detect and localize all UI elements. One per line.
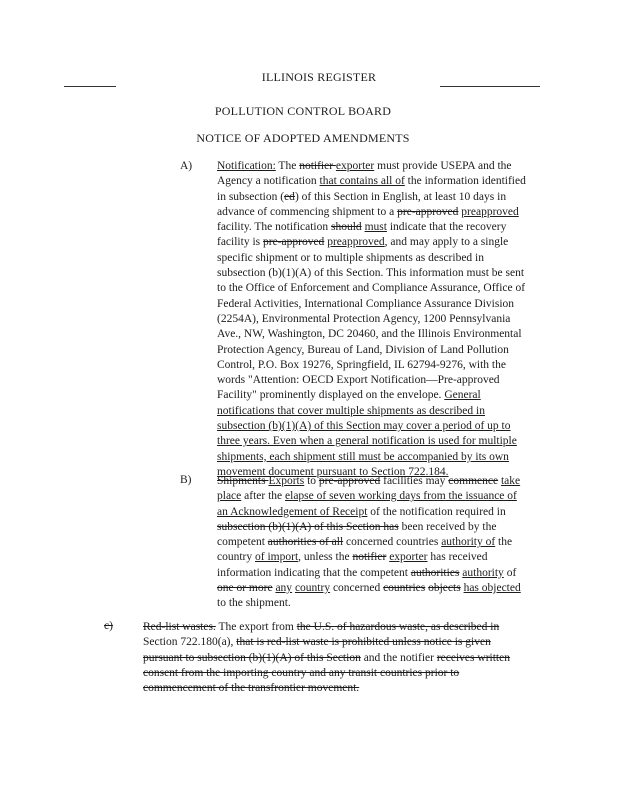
a-line-20: shipments, each shipment still must be accompanied by its own	[217, 450, 509, 463]
notice-title: NOTICE OF ADOPTED AMENDMENTS	[196, 131, 410, 145]
b-line-4: subsection (b)(1)(A) of this Section has been received by the	[217, 520, 497, 533]
a-line-16: Facility" prominently displayed on the envelope. General	[217, 389, 481, 402]
b-line-2: place after the elapse of seven working days from the issuance of	[217, 490, 517, 503]
c-line-3: pursuant to subsection (b)(1)(A) of this Section and the notifier receives written	[143, 651, 510, 664]
a-line-7: specific shipment or to multiple shipments as described in	[217, 251, 485, 264]
section-c-label: c)	[104, 620, 113, 632]
a-line-10: Federal Activities, International Compliance Assurance Division	[217, 297, 515, 310]
section-a-body	[217, 159, 526, 480]
board-name: POLLUTION CONTROL BOARD	[214, 104, 392, 118]
section-a-label: A)	[180, 160, 193, 172]
a-line-9: to the Office of Enforcement and Compliance Assurance, Office of	[217, 282, 526, 295]
c-line-5: commencement of the transfrontier movement.	[143, 682, 360, 695]
section-b-label: B)	[180, 474, 192, 486]
a-line-3: in subsection (ed) of this Section in English, at least 10 days in	[217, 190, 507, 203]
b-line-5: competent authorities of all concerned countries authority of the	[217, 536, 513, 549]
c-line-4: consent from the importing country and any transit countries prior to	[143, 666, 460, 679]
a-line-12: Ave., NW, Washington, DC 20460, and the Illinois Environmental	[217, 328, 522, 341]
c-line-2: Section 722.180(a), that is red-list waste is prohibited unless notice is given	[143, 636, 491, 649]
a-line-2: Agency a notification that contains all of the information identified	[217, 175, 526, 188]
a-line-19: three years. Even when a general notification is used for multiple	[217, 435, 517, 448]
a-line-11: (2254A), Environmental Protection Agency, 1200 Pennsylvania	[217, 312, 511, 325]
a-line-1: Notification: The notifier exporter must provide USEPA and the	[217, 160, 512, 172]
header-rule-left	[64, 86, 116, 87]
a-line-8: subsection (b)(1)(A) of this Section. This information must be sent	[217, 267, 525, 280]
header-rule-right	[440, 86, 540, 87]
a-line-18: subsection (b)(1)(A) of this Section may cover a period of up to	[217, 420, 511, 433]
b-line-6: country of import, unless the notifier exporter has received	[217, 551, 488, 564]
section-c-body	[143, 620, 510, 696]
register-title: ILLINOIS REGISTER	[261, 70, 377, 84]
c-line-1: Red-list wastes. The export from the U.S. of hazardous waste, as described in	[143, 621, 500, 633]
a-line-6: facility is pre-approved preapproved, and may apply to a single	[217, 236, 509, 249]
b-line-3: an Acknowledgement of Receipt of the notification required in	[217, 505, 506, 518]
a-line-21: movement document pursuant to Section 722.184.	[217, 465, 449, 478]
section-b-body	[217, 474, 521, 612]
a-line-4: advance of commencing shipment to a pre-approved preapproved	[217, 205, 519, 218]
a-line-14: Control, P.O. Box 19276, Springfield, IL 62794-9276, with the	[217, 358, 506, 371]
b-line-9: to the shipment.	[217, 597, 291, 610]
a-line-17: notifications that cover multiple shipments as described in	[217, 404, 485, 417]
b-line-1: Shipments Exports to pre-approved facilities may commence take	[217, 475, 521, 487]
a-line-5: facility. The notification should must indicate that the recovery	[217, 221, 507, 234]
a-line-13: Protection Agency, Bureau of Land, Division of Land Pollution	[217, 343, 509, 356]
b-line-7: information indicating that the competent authorities authority of	[217, 566, 517, 579]
b-line-8: one or more any country concerned countries objects has objected	[217, 582, 521, 595]
a-line-15: words "Attention: OECD Export Notification—Pre-approved	[217, 374, 500, 387]
